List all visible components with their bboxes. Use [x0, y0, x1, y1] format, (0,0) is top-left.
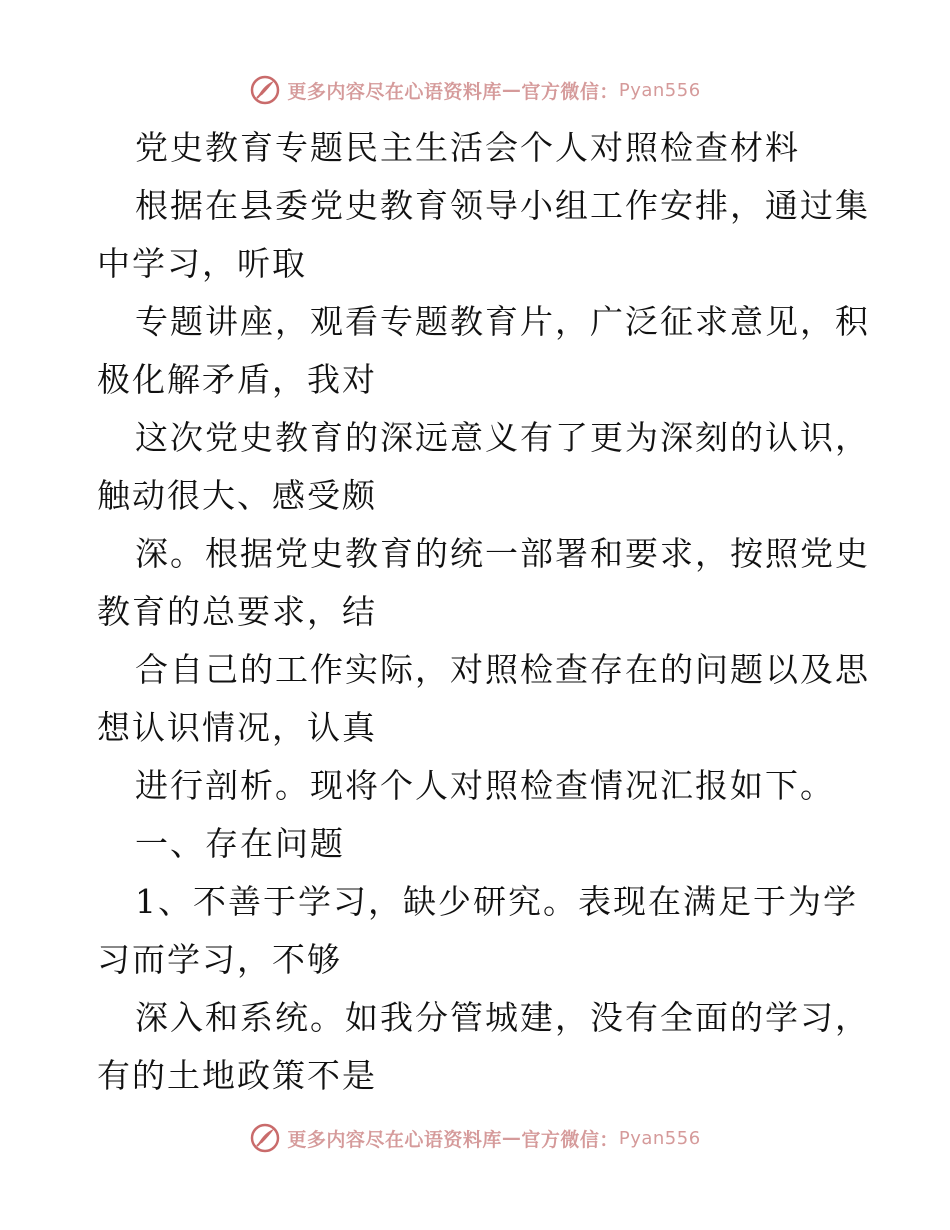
watermark-dash: — — [501, 1127, 522, 1149]
section-heading: 一、存在问题 — [135, 824, 345, 863]
watermark-label: 官方微信： — [521, 80, 619, 103]
watermark-id: Pyan556 — [618, 1127, 701, 1149]
watermark-label: 官方微信： — [521, 1128, 619, 1151]
paragraph-line: 教育的总要求，结 — [97, 592, 377, 631]
watermark-text: 更多内容尽在心语资料库 — [287, 80, 502, 103]
quill-circle-icon — [249, 74, 281, 106]
paragraph-line: 深入和系统。如我分管城建，没有全面的学习， — [135, 998, 870, 1037]
watermark-banner-bottom — [0, 1120, 950, 1156]
paragraph-line: 有的土地政策不是 — [97, 1056, 377, 1095]
paragraph-line: 极化解矛盾，我对 — [97, 360, 377, 399]
paragraph-line: 想认识情况，认真 — [97, 708, 377, 747]
paragraph-line: 习而学习，不够 — [97, 940, 342, 979]
paragraph-line: 专题讲座，观看专题教育片，广泛征求意见，积 — [135, 302, 870, 341]
paragraph-line: 进行剖析。现将个人对照检查情况汇报如下。 — [135, 766, 835, 805]
watermark-banner-top — [0, 72, 950, 108]
paragraph-line: 深。根据党史教育的统一部署和要求，按照党史 — [135, 534, 870, 573]
watermark-id: Pyan556 — [618, 79, 701, 101]
paragraph-line: 1、不善于学习，缺少研究。表现在满足于为学 — [135, 882, 858, 921]
watermark-text: 更多内容尽在心语资料库 — [287, 1128, 502, 1151]
watermark-dash: — — [501, 79, 522, 101]
paragraph-line: 这次党史教育的深远意义有了更为深刻的认识， — [135, 418, 870, 457]
quill-circle-icon — [249, 1122, 281, 1154]
paragraph-line: 合自己的工作实际，对照检查存在的问题以及思 — [135, 650, 870, 689]
paragraph-line: 触动很大、感受颇 — [97, 476, 377, 515]
document-title: 党史教育专题民主生活会个人对照检查材料 — [135, 128, 800, 167]
paragraph-line: 根据在县委党史教育领导小组工作安排，通过集 — [135, 186, 870, 225]
paragraph-line: 中学习，听取 — [97, 244, 307, 283]
